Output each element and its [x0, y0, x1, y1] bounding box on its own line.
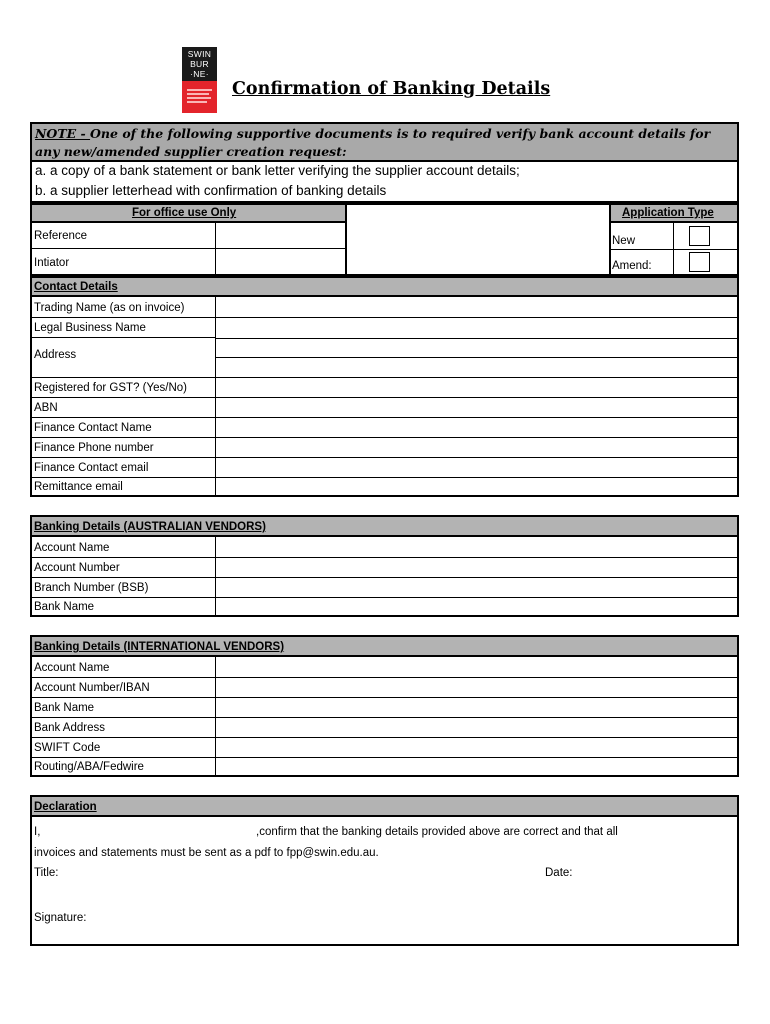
- intl-banking-section: [30, 635, 739, 777]
- intl-account-name-label: Account Name: [34, 662, 110, 674]
- au-bank-name-field[interactable]: [216, 598, 737, 615]
- abn-label: ABN: [34, 402, 58, 414]
- intl-swift-label: SWIFT Code: [34, 742, 101, 754]
- contact-details-header: Contact Details: [34, 281, 118, 293]
- contact-details-section: [30, 276, 739, 497]
- note-item-a: a. a copy of a bank statement or bank letter verifying the supplier account details;: [35, 163, 520, 178]
- address-field[interactable]: [216, 339, 737, 377]
- page-title: Confirmation of Banking Details: [232, 79, 551, 99]
- finance-email-label: Finance Contact email: [34, 462, 149, 474]
- declaration-section: [30, 795, 739, 946]
- intl-routing-field[interactable]: [216, 758, 737, 775]
- au-account-number-label: Account Number: [34, 562, 120, 574]
- remittance-email-field[interactable]: [216, 478, 737, 495]
- address-label: Address: [34, 349, 77, 361]
- gst-field[interactable]: [216, 378, 737, 397]
- note-text: One of the following supportive documents is to required verify bank account details for any new/amended supplier creation request:: [35, 126, 711, 159]
- declaration-line-2: invoices and statements must be sent as a pdf to fpp@swin.edu.au.: [34, 847, 379, 859]
- legal-business-name-field[interactable]: [216, 318, 737, 338]
- application-type-header: Application Type: [622, 207, 714, 219]
- logo-red-panel: [182, 81, 217, 113]
- au-account-name-label: Account Name: [34, 542, 110, 554]
- intl-bank-address-field[interactable]: [216, 718, 737, 737]
- note-item-b: b. a supplier letterhead with confirmation of banking details: [35, 183, 387, 198]
- title-field[interactable]: [68, 863, 538, 881]
- intl-iban-label: Account Number/IBAN: [34, 682, 150, 694]
- declaration-confirm-text: ,confirm that the banking details provided above are correct and that all: [256, 826, 618, 838]
- intl-bank-address-label: Bank Address: [34, 722, 105, 734]
- au-banking-section: [30, 515, 739, 617]
- signature-label: Signature:: [34, 912, 87, 924]
- intl-account-name-field[interactable]: [216, 658, 737, 677]
- declarant-name-field[interactable]: [44, 823, 254, 841]
- finance-phone-label: Finance Phone number: [34, 442, 154, 454]
- declaration-header: Declaration: [34, 801, 97, 813]
- au-bank-name-label: Bank Name: [34, 601, 95, 613]
- new-checkbox[interactable]: [689, 226, 710, 246]
- finance-email-field[interactable]: [216, 458, 737, 477]
- logo-wordmark: SWIN BUR ·NE·: [182, 47, 217, 81]
- au-account-name-field[interactable]: [216, 538, 737, 557]
- intl-bank-name-label: Bank Name: [34, 702, 95, 714]
- signature-field[interactable]: [94, 903, 534, 933]
- date-field[interactable]: [580, 863, 730, 881]
- new-label: New: [612, 235, 636, 247]
- reference-label: Reference: [34, 230, 88, 242]
- au-bsb-label: Branch Number (BSB): [34, 582, 149, 594]
- abn-field[interactable]: [216, 398, 737, 417]
- legal-business-name-label: Legal Business Name: [34, 322, 146, 334]
- remittance-email-label: Remittance email: [34, 481, 123, 493]
- trading-name-label: Trading Name (as on invoice): [34, 302, 185, 314]
- initiator-label: Intiator: [34, 257, 70, 269]
- finance-contact-name-label: Finance Contact Name: [34, 422, 152, 434]
- au-banking-header: Banking Details (AUSTRALIAN VENDORS): [34, 521, 266, 533]
- intl-swift-field[interactable]: [216, 738, 737, 757]
- date-label: Date:: [545, 867, 573, 879]
- gst-label: Registered for GST? (Yes/No): [34, 382, 187, 394]
- note-lead: NOTE -: [35, 126, 91, 141]
- intl-banking-header: Banking Details (INTERNATIONAL VENDORS): [34, 641, 285, 653]
- note-header: [30, 122, 739, 162]
- initiator-field[interactable]: [216, 249, 345, 274]
- declaration-i-label: I,: [34, 826, 41, 838]
- amend-checkbox[interactable]: [689, 252, 710, 272]
- office-use-section: [30, 203, 739, 276]
- reference-field[interactable]: [216, 224, 345, 248]
- trading-name-field[interactable]: [216, 298, 737, 317]
- finance-phone-field[interactable]: [216, 438, 737, 457]
- intl-bank-name-field[interactable]: [216, 698, 737, 717]
- office-use-header: For office use Only: [132, 207, 237, 219]
- au-bsb-field[interactable]: [216, 578, 737, 597]
- title-label: Title:: [34, 867, 59, 879]
- swinburne-logo: [182, 47, 217, 113]
- au-account-number-field[interactable]: [216, 558, 737, 577]
- intl-routing-label: Routing/ABA/Fedwire: [34, 761, 144, 773]
- note-items: [30, 160, 739, 203]
- finance-contact-name-field[interactable]: [216, 418, 737, 437]
- amend-label: Amend:: [612, 260, 652, 272]
- intl-iban-field[interactable]: [216, 678, 737, 697]
